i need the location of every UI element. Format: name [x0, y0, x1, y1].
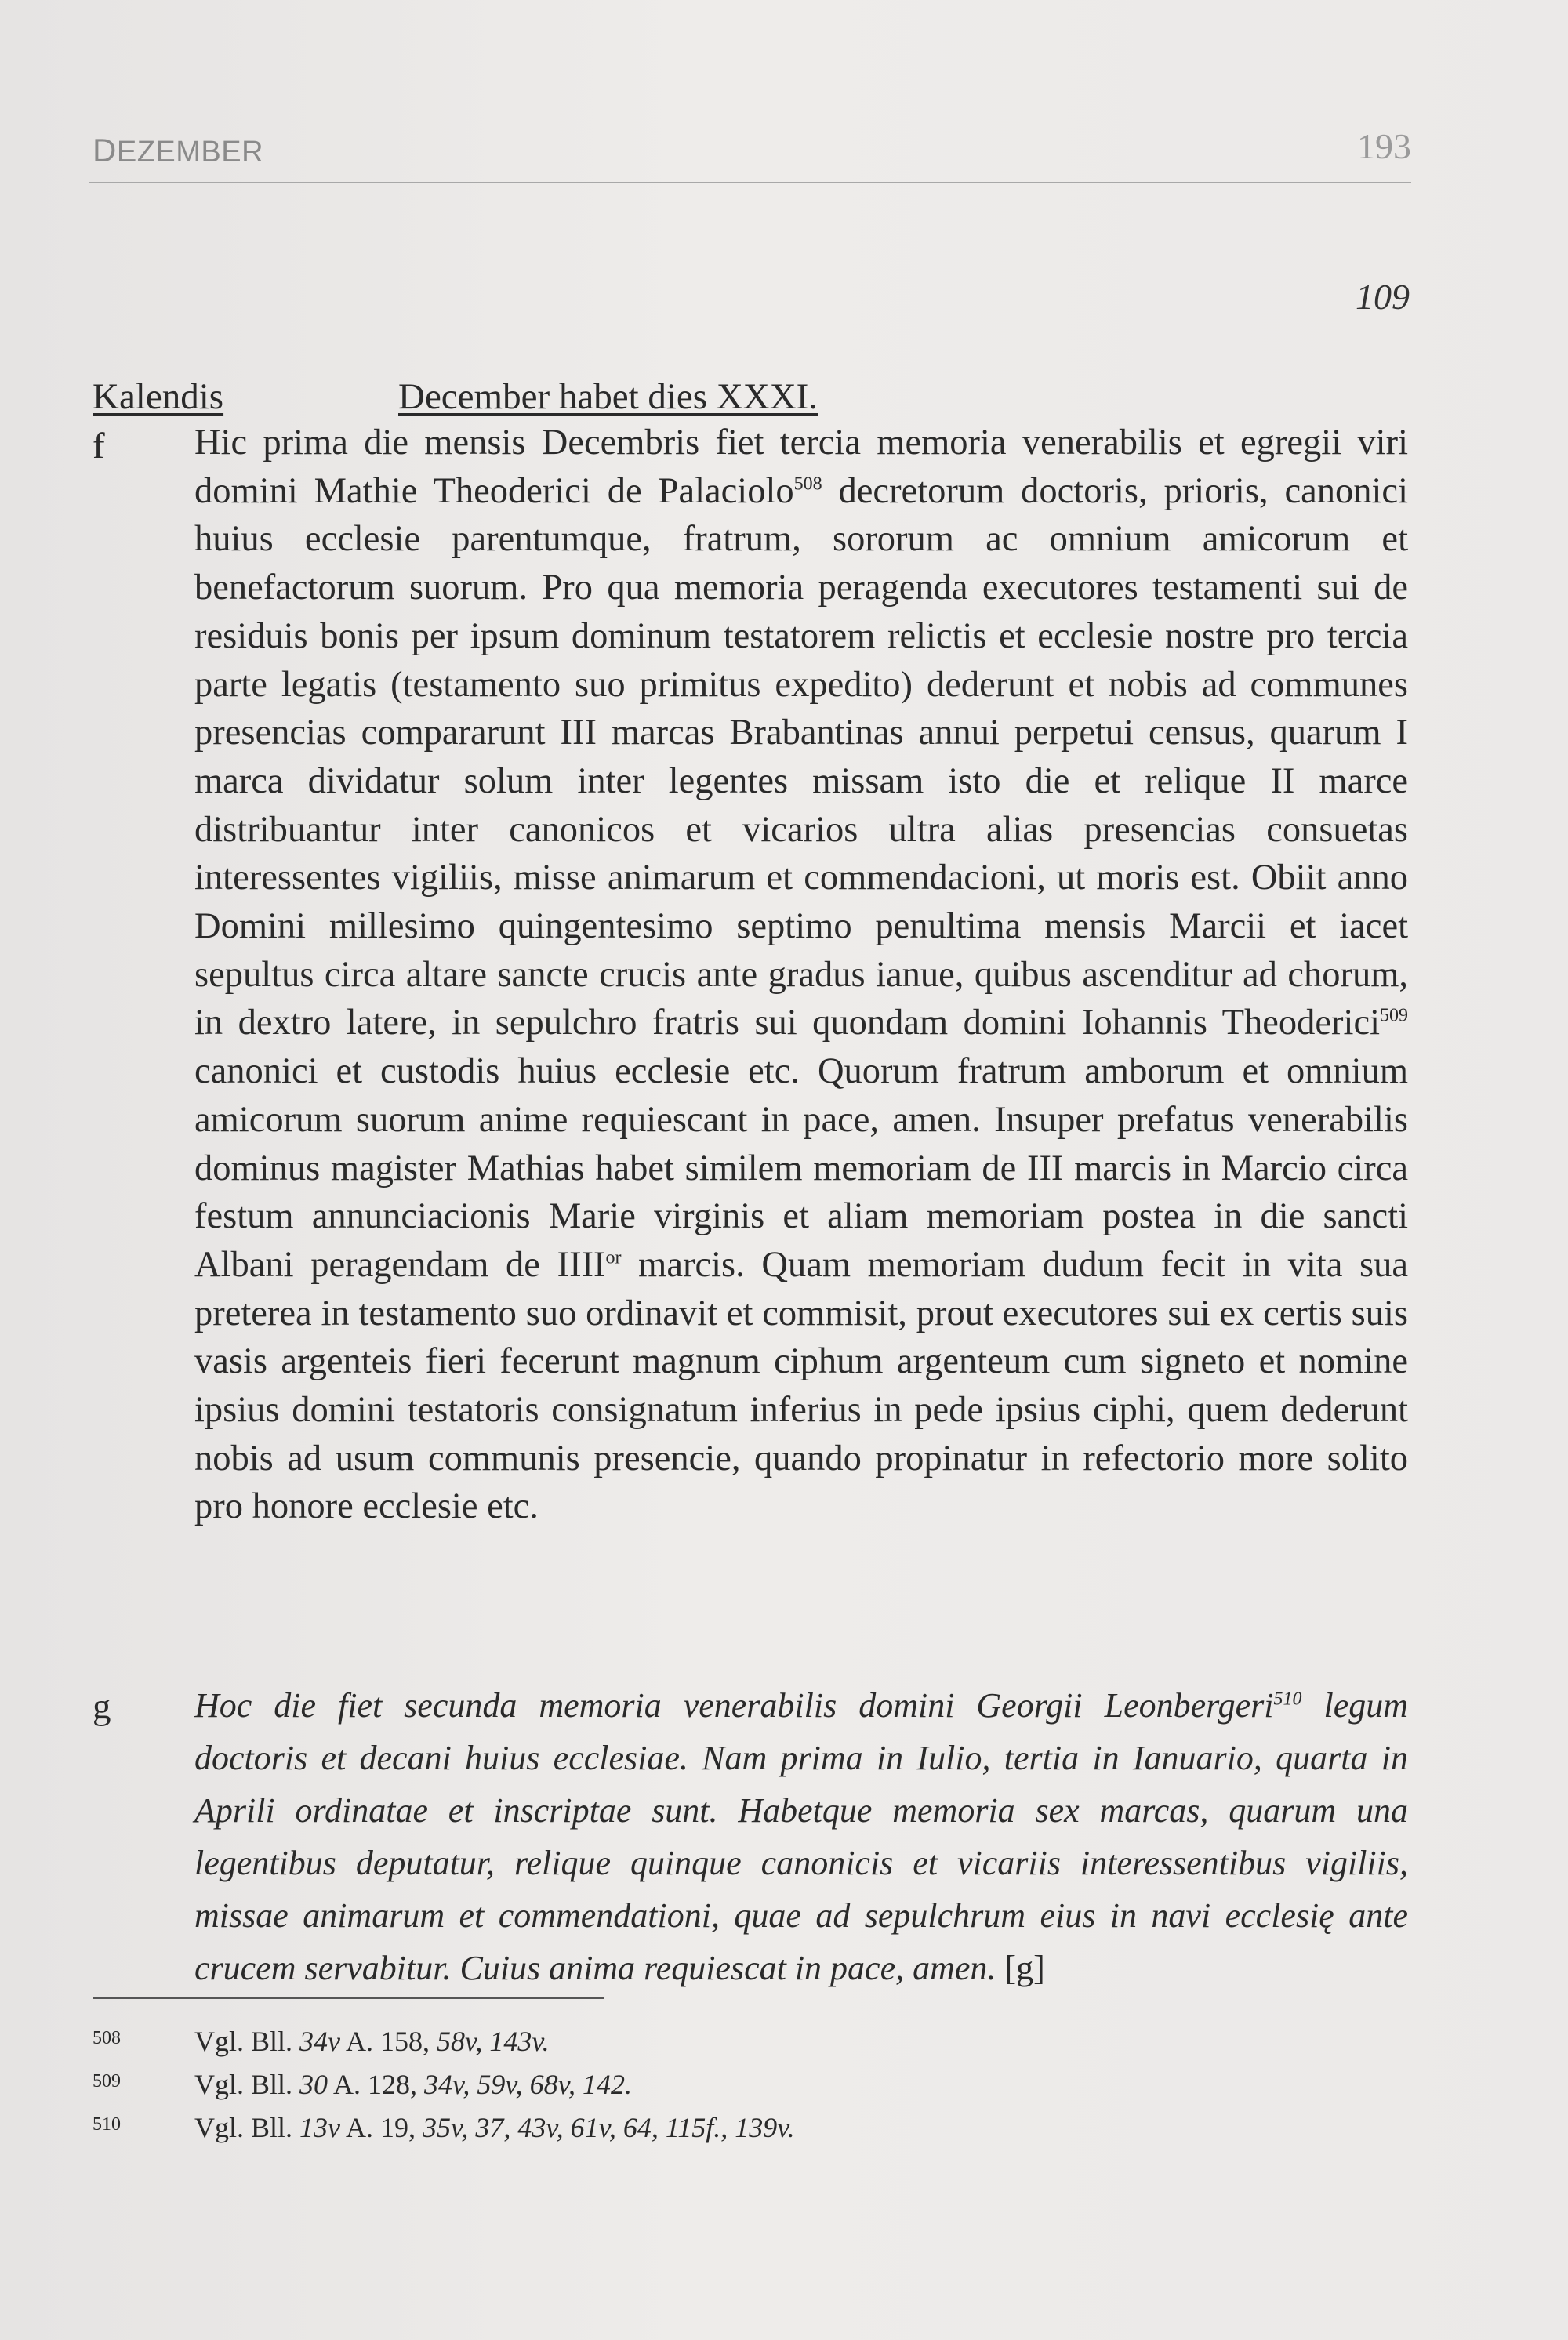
superscript-or: or — [605, 1247, 622, 1268]
footnote-508: 508 Vgl. Bll. 34v A. 158, 58v, 143v. — [93, 2026, 550, 2057]
running-head: DEZEMBER — [93, 132, 264, 169]
page-number: 193 — [1357, 126, 1411, 166]
header-rule — [89, 182, 1411, 183]
month-days-label: December habet dies XXXI. — [398, 376, 818, 417]
footnote-510: 510 Vgl. Bll. 13v A. 19, 35v, 37, 43v, 61v, 64, 115f., 139v. — [93, 2112, 795, 2143]
entry-g-text: Hoc die fiet secunda memoria venerabilis domini Georgii Leonbergeri$^{510}$ legum doctoris et decani huius ecclesiae. Nam prima in Iulio, tertia in Ianuario, quarta in Aprili ordinatae et inscriptae sunt. Habetque memoria sex marcas, quarum una legentibus deputatur, relique quinque canonicis et vicariis interessentibus vigiliis, missae animarum et commendationi, quae ad sepulchrum eius in navi ecclesię ante crucem servabitur. Cuius anima requiescat in pace, amen. [g] — [194, 1686, 1408, 1987]
note-marker-g: [g] — [1004, 1949, 1045, 1987]
entry-letter-g: g — [93, 1686, 111, 1727]
footnote-ref-510: 510 — [1273, 1689, 1302, 1710]
entry-letter-f: f — [93, 426, 105, 466]
footnote-509: 509 Vgl. Bll. 30 A. 128, 34v, 59v, 68v, 142. — [93, 2069, 632, 2100]
footnote-ref-508: 508 — [793, 473, 822, 495]
entry-number: 109 — [1356, 277, 1410, 317]
kalendis-label: Kalendis — [93, 376, 224, 417]
footnote-rule — [93, 1997, 604, 1999]
footnote-ref-509: 509 — [1380, 1005, 1408, 1026]
entry-f-text: Hic prima die mensis Decembris fiet tercia memoria venerabilis et egregii viri domini Mathie Theoderici de Palaciolo$^{508}$ decretorum doctoris, prioris, canonici huius ecclesie parentumque, fratrum, sororum ac omnium amicorum et benefactorum suorum. Pro qua memoria peragenda executores testamenti sui de residuis bonis per ipsum dominum testatorem relictis et ecclesie nostre pro tercia parte legatis (testamento suo primitus expedito) dederunt et nobis ad communes presencias compararunt III marcas Brabantinas annui perpetui census, quarum I marca dividatur solum inter legentes missam isto die et relique II marce distribuantur inter canonicos et vicarios ultra alias presencias consuetas interessentes vigiliis, misse animarum et commendacioni, ut moris est. Obiit anno Domini millesimo quingentesimo septimo penultima mensis Marcii et iacet sepultus circa altare sancte crucis ante gradus ianue, quibus ascenditur ad chorum, in dextro latere, in sepulchro fratris sui quondam domini Iohannis Theoderici$^{509}$ canonici et custodis huius ecclesie etc. Quorum fratrum amborum et omnium amicorum suorum anime requiescant in pace, amen. Insuper prefatus venerabilis dominus magister Mathias habet similem memoriam de III marcis in Marcio circa festum annunciacionis Marie virginis et aliam memoriam postea in die sancti Albani peragendam de $IIII^{or}$ marcis. Quam memoriam dudum fecit in vita sua preterea in testamento suo ordinavit et commisit, prout executores sui ex certis suis vasis argenteis fieri fecerunt magnum ciphum argenteum cum signeto et nomine ipsius domini testatoris consignatum inferius in pede ipsius ciphi, quem dederunt nobis ad usum communis presencie, quando propinatur in refectorio more solito pro honore ecclesie etc. — [194, 423, 1408, 1527]
